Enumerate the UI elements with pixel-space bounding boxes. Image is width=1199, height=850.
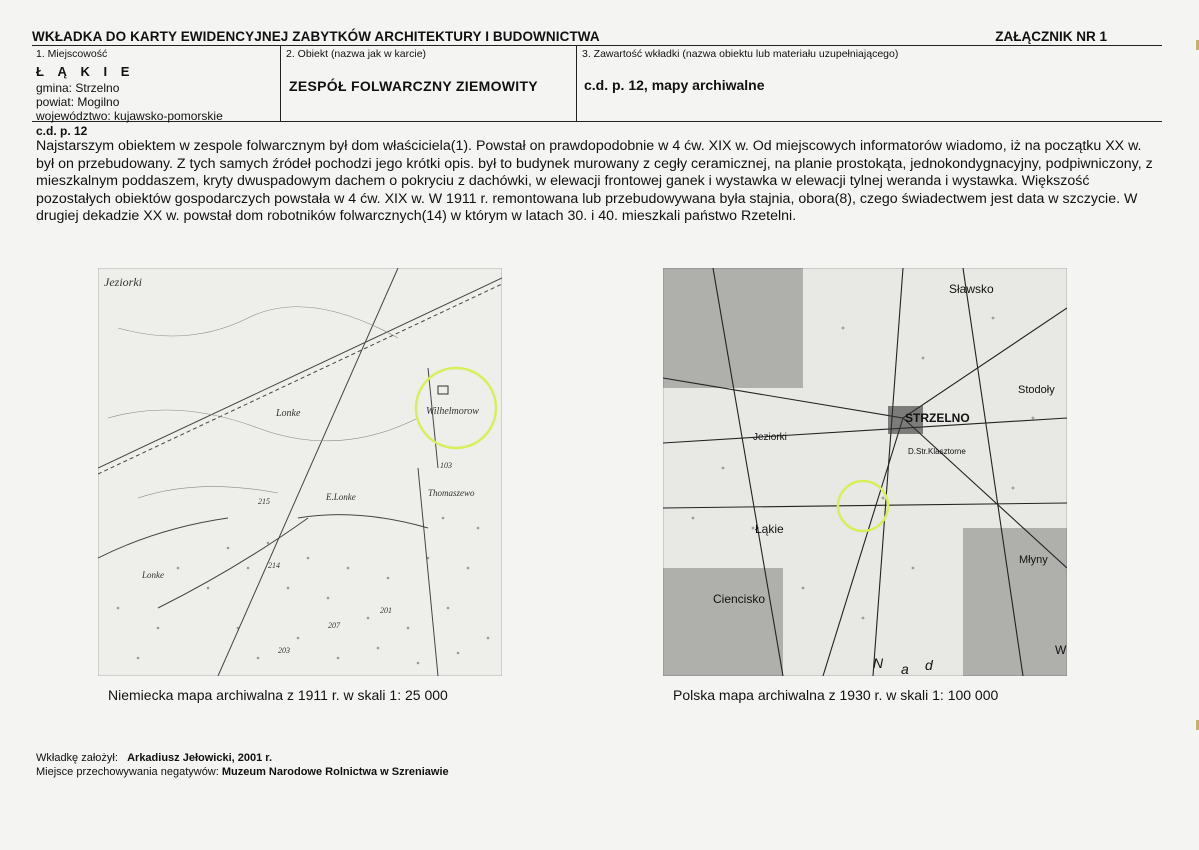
map-1930-caption: Polska mapa archiwalna z 1930 r. w skali 1: 100 000 — [673, 687, 999, 703]
map1-label-207: 207 — [328, 621, 340, 630]
map1-label-lonke-2: Lonke — [142, 570, 164, 580]
map2-label-stodoly: Stodoły — [1018, 384, 1055, 396]
gmina-line: gmina: Strzelno — [36, 81, 120, 95]
map-1911-caption: Niemiecka mapa archiwalna z 1911 r. w skali 1: 25 000 — [108, 687, 448, 703]
header-rule-top — [32, 45, 1162, 46]
founder-name: Arkadiusz Jełowicki, 2001 r. — [127, 752, 273, 764]
map1-label-wilhelmorow: Wilhelmorow — [426, 406, 479, 417]
map2-label-ciencisko: Ciencisko — [713, 592, 766, 606]
map-1911-drawing — [98, 268, 502, 676]
document-title: WKŁADKA DO KARTY EWIDENCYJNEJ ZABYTKÓW ARCHITEKTURY I BUDOWNICTWA — [32, 29, 600, 44]
annex-number: ZAŁĄCZNIK NR 1 — [995, 29, 1107, 44]
map2-label-strzelno: STRZELNO — [905, 411, 970, 425]
map1-label-thomaszewo: Thomaszewo — [428, 488, 475, 498]
content-label: 3. Zawartość wkładki (nazwa obiektu lub materiału uzupełniającego) — [582, 48, 899, 60]
map2-label-mlyny: Młyny — [1019, 554, 1048, 566]
map-1930-drawing — [663, 268, 1067, 676]
powiat-line: powiat: Mogilno — [36, 95, 120, 109]
object-name: ZESPÓŁ FOLWARCZNY ZIEMOWITY — [289, 78, 538, 94]
locality-label: 1. Miejscowość — [36, 48, 108, 60]
founder-label: Wkładkę założył: — [36, 752, 118, 764]
map1-label-203: 203 — [278, 646, 290, 655]
object-label: 2. Obiekt (nazwa jak w karcie) — [286, 48, 427, 60]
map2-label-d: d — [925, 657, 933, 673]
map1-label-201: 201 — [380, 606, 392, 615]
voivodeship-line: województwo: kujawsko-pomorskie — [36, 109, 223, 123]
description-paragraph: Najstarszym obiektem w zespole folwarcznym był dom właściciela(1). Powstał on prawdopodobnie w 4 ćw. XIX w. Od miejscowych informatorów wiadomo, iż na początku XX w. był on przebudowany. Z tych samych źródeł pochodzi jego krótki opis. był to budynek murowany z cegły ceramicznej, na planie prostokąta, jednokondygnacyjny, podpiwniczony, z mieszkalnym poddaszem, kryty dwuspadowym dachem o pokryciu z dachówki, w elewacji frontowej ganek i wystawka w elewacji tylnej weranda i wystawka. Większość pozostałych obiektów gospodarczych powstała w 4 ćw. XIX w. W 1911 r. remontowana lub przebudowywana była stajnia, obora(8), czego świadectwem jest data w szczycie. W drugiej dekadzie XX w. powstał dom robotników folwarcznych(14) w którym w latach 30. i 40. mieszkali państwo Rzetelni. — [36, 138, 1153, 224]
map1-label-jeziorki: Jeziorki — [104, 275, 142, 289]
map2-label-w: W — [1055, 643, 1067, 657]
map2-label-jeziorki: Jeziorki — [753, 432, 787, 443]
map1-label-e-lonke: E.Lonke — [326, 492, 356, 502]
storage-label: Miejsce przechowywania negatywów: — [36, 766, 219, 778]
content-name: c.d. p. 12, mapy archiwalne — [584, 77, 765, 93]
map2-label-slawsko: Sławsko — [949, 282, 994, 296]
map1-label-103: 103 — [440, 461, 452, 470]
storage-name: Muzeum Narodowe Rolnictwa w Szreniawie — [221, 766, 449, 778]
storage-line — [36, 766, 449, 778]
map-1930 — [663, 268, 1067, 676]
map2-label-a: a — [901, 661, 909, 676]
founder-line — [36, 752, 272, 764]
map2-label-str-klasztorne: D.Str.Klasztorne — [908, 447, 966, 456]
cell-divider-1 — [280, 45, 281, 122]
cell-divider-2 — [576, 45, 577, 122]
map1-label-lonke: Lonke — [276, 408, 301, 419]
map2-label-n: N — [873, 655, 884, 671]
map1-label-214: 214 — [268, 561, 280, 570]
locality-name: Ł Ą K I E — [36, 64, 135, 79]
map2-label-lakie: Łąkie — [755, 522, 784, 536]
map-1911 — [98, 268, 502, 676]
map1-label-215: 215 — [258, 497, 270, 506]
section-reference: c.d. p. 12 — [36, 124, 88, 138]
